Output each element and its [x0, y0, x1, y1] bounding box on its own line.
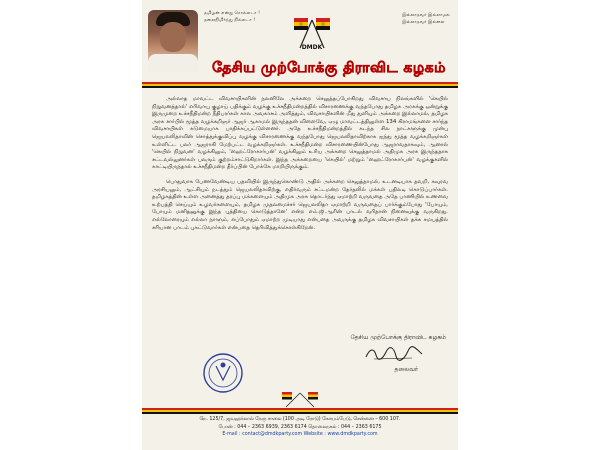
footer-flags-icon	[280, 390, 320, 408]
body-paragraph-1: அல்லாத மாவட்ட விவசாயிகளின் நலனிலே அக்கறை செலுத்தப்போகிறது விவசாய நிலங்களில் 'கெயில் நிறுவனத்தால்' எரிவாயு குழாய் பதிக்கும் வழக்கு உச்சநீதிமன்றத்தில் விசாரணைக்கு வந்தபோது தமிழக அரசுக்கு ஒன்றுக்கு இருமுறை உச்சநீதிமன்ற நீதிபரர்கள் கால அவகாசம் அளித்தும், விவசாயிகளின் மீது துளியும் அக்கறை இல்லாமல், தமிழக அரசு சார்பில் மூத்த வழக்கறிஞர் ஆஜர் ஆகாமல் இருந்ததன் விளைவே, ஏழு மாவட்டத்திலுள்ள 134 கிராமங்களை சார்ந்த விவசாயிகள் கடுமையாக பாதிக்கப்பட்டுள்ளனர். அதே உச்சநீதிமன்றத்தில் கடந்த சில நாட்களுக்கு முன்பு ஜெயலலிதாவின் சொத்துக்குவிப்பு வழக்கு விசாரணைக்கு வந்தபோது ஜெயலலிதாவிற்காக ஐந்து மூத்த வழக்கறிஞர்கள் உள்ளிட்ட பலர் ஆஜராகி மேற்பட்ட வழக்கறிஞர்கள். உச்சநீதிமன்ற விசாரணையின்போது ஆஜராவதாகவும், ஆனால் 'கெயில் நிறுவன' வழக்கிலும், 'ஹைட்ரோகார்பன்' வழக்கிலும் உரிய அக்கறை செலுத்தாமல் அதிமுக அரசு இருந்ததாக சட்டவல்லுனர்கள் பலரும் குற்றம்சாட்டுகிறார்கள். இந்த அக்கறையை 'கெயில்' மற்றும் 'ஹைட்ரோகார்பன்' வழக்குகளில் காட்டியிருந்தால் உச்சநீதிமன்ற தீர்ப்பின் போக்கே மாறியிருக்கும்.	[152, 96, 448, 171]
letter-sheet	[142, 0, 458, 450]
signature-icon	[364, 346, 424, 362]
slogan-left-line-1: தமிழன் என்று சொல்லடா !	[204, 11, 260, 16]
footer-phones: போன் : 044 – 2363 6939, 2363 6174 தொலைநகல் : 044 – 2363 6175	[218, 425, 382, 430]
letter-body	[152, 96, 448, 239]
party-seal-icon	[202, 352, 244, 394]
footer-rule-black	[142, 412, 458, 414]
photo-face	[160, 22, 186, 52]
footer-contact: E-mail : contact@dmdkparty.com Website : www.dmdkparty.com	[222, 432, 378, 437]
slogan-right-line-1: இல்லாதவர் இல்லாமல்	[402, 13, 450, 18]
emblem-text: DMDK	[301, 44, 323, 51]
leader-photo	[148, 10, 198, 72]
footer-address: நெ. 125/7, ஜவஹர்லால் நேரு சாலை (100 அடி ரோடு) கோயம்பேடு, சென்னை – 600 107.	[199, 417, 401, 422]
slogan-right	[402, 12, 450, 26]
header-rule-black	[142, 86, 458, 88]
slogan-left	[204, 10, 260, 24]
signoff-role: தலைவர்	[394, 366, 418, 373]
slogan-left-line-2: தலைநிமிர்ந்து நில்லடா !	[204, 18, 256, 23]
body-paragraph-2: பொதுவாக பேணவேண்டிய பதவியில் இருந்துகொண்டு அதில் அக்கறை செலுத்தாமல், உடனடியாக தவறி, கவுரவ அரசியலும், ஆட்சியும் நடத்தும் ஜெயலலிதாவிற்கு, எதிர்வரும் சட்டமன்ற தேர்தலில் மக்கள் பதிலடி கொடுப்பார்கள். தமிழகத்தின் உள்ள அனைத்து தரப்பு மக்களையும் அதிமுக அரசு தொடர்ந்து ஏமாற்றி வருவதை அதே பாணியில் உணவை உற்பத்தி செய்யும் உழவர்களையும், தமிழக முதலமைச்சர் ஜெயலலிதா ஏமாற்றி வருவதைப் பார்க்கும்போது 'போயும், போயும் மனிதனுக்கு இந்த புத்தியை கொடுத்தானே' என்ற எம்.ஜி.ஆரின் பாடல் வரிதான் நினைவுக்கு வருகிறது. எல்லோரையும் எல்லா நாளும், எப்போதும் ஏமாற்ற முடியாது என்பதை அவருக்கு தமிழக விவசாயிகள் தக்க சமயத்தில் சரியான பாடம் புகட்டுவார்கள் என்பதை தெரிவித்துக்கொள்கிறேன்.	[152, 178, 448, 231]
party-name-heading: தேசிய முற்போக்கு திராவிட கழகம்	[212, 60, 446, 76]
slogan-right-line-2: இல்லாதவர் இல்லை	[402, 20, 445, 25]
photo-shirt	[148, 54, 198, 72]
signoff-party: தேசிய முற்போக்கு திராவிட கழகம்	[350, 334, 446, 341]
